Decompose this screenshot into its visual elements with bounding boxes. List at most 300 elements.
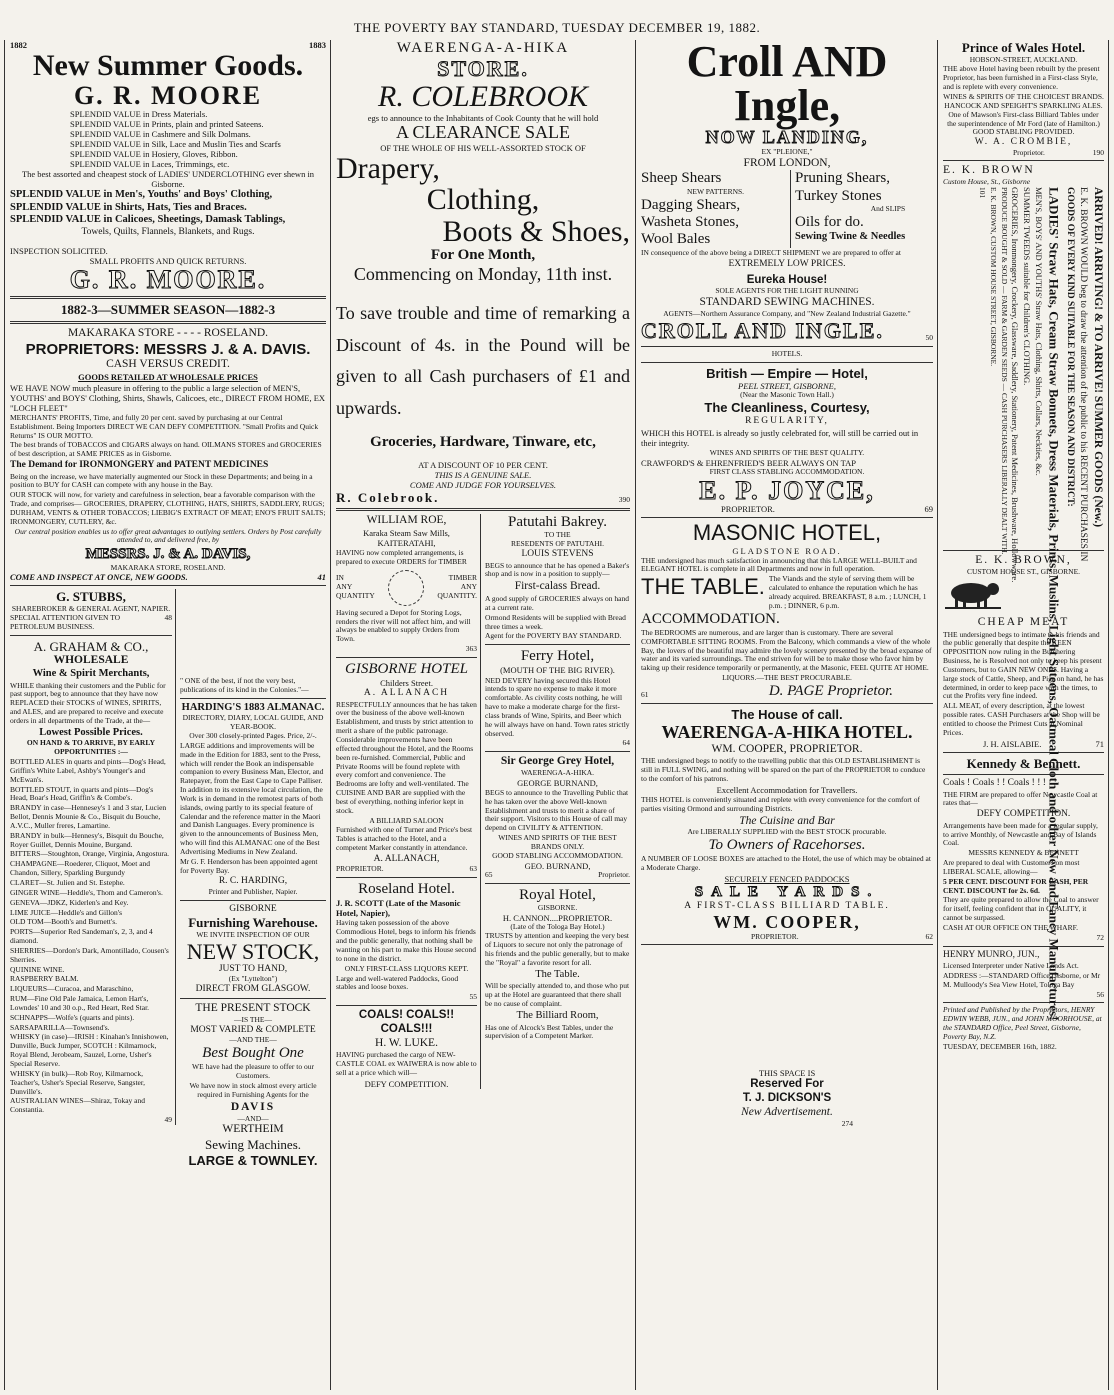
coals-line: Coals ! Coals ! ! Coals ! ! ! bbox=[943, 778, 1046, 789]
list-item: BOTTLED ALES in quarts and pints—Dog's Head, Griffin's White Label, Ashby's Younger's and McEwan's. bbox=[10, 757, 166, 784]
divider bbox=[336, 657, 477, 658]
burnand-name: GEORGE BURNAND, bbox=[517, 777, 598, 788]
ad-number: 101 bbox=[978, 187, 988, 199]
only-first-class: ONLY FIRST-CLASS LIQUORS KEPT. bbox=[344, 963, 469, 973]
stubbs-attention bbox=[10, 614, 172, 632]
childers-street: Childers Street. bbox=[380, 678, 433, 689]
had-pleasure: WE have had the pleasure to offer to our Customers. bbox=[192, 1062, 314, 1081]
column-rule bbox=[1108, 40, 1109, 1390]
new-stock: NEW STOCK, bbox=[186, 938, 320, 964]
divider bbox=[485, 751, 630, 752]
roseland-hotel: Roseland Hotel. bbox=[358, 881, 455, 898]
croll-item: Washeta Stones, bbox=[641, 213, 739, 230]
croll-item: NEW PATTERNS. bbox=[686, 186, 745, 196]
croll-items bbox=[641, 170, 933, 248]
liquors-best: LIQUORS.—THE BEST PROCURABLE. bbox=[722, 673, 852, 683]
brown-vertical-line: SUMMER TWEEDS suitable for Children's CLOTHING. bbox=[1021, 187, 1032, 386]
graham-wholesale: WHOLESALE bbox=[53, 654, 129, 667]
billiard-table: A FIRST-CLASS BILLIARD TABLE. bbox=[684, 901, 890, 912]
lowest-prices: Lowest Possible Prices. bbox=[39, 726, 143, 738]
croll-signature: CROLL AND INGLE. bbox=[641, 317, 884, 343]
brown-heading: E. K. BROWN bbox=[943, 164, 1035, 177]
burnand-signature: GEO. BURNAND, bbox=[524, 860, 591, 871]
gladstone-road: GLADSTONE ROAD. bbox=[732, 545, 842, 556]
near-masonic: (Near the Masonic Town Hall.) bbox=[740, 390, 834, 400]
divider bbox=[943, 1002, 1104, 1003]
groceries-line: Groceries, Hardware, Tinware, etc, bbox=[370, 434, 596, 451]
secure-paddocks: SECURELY FENCED PADDOCKS bbox=[724, 874, 850, 885]
column-3 bbox=[637, 37, 937, 1392]
billiard-body: Furnished with one of Turner and Price's best Tables is attached to the Hotel, and a competent Marker constantly in attendance. bbox=[336, 825, 473, 853]
divider bbox=[336, 508, 630, 511]
list-item: AUSTRALIAN WINES—Shiraz, Tokay and Constantia. bbox=[10, 1096, 146, 1115]
croll-item: Sheep Shears bbox=[641, 170, 722, 187]
value-line: SPLENDID VALUE in Silk, Lace and Muslin Ties and Scarfs bbox=[70, 138, 281, 149]
drapery-word: Drapery, bbox=[336, 151, 440, 185]
luke-name: H. W. LUKE. bbox=[375, 1036, 438, 1049]
mouth-river: (MOUTH OF THE BIG RIVER). bbox=[500, 665, 615, 676]
furnishing-warehouse: Furnishing Warehouse. bbox=[188, 915, 318, 931]
kennedy-bennett: Kennedy & Bennett. bbox=[966, 755, 1081, 771]
column-1-right-sub bbox=[176, 676, 330, 1392]
munro-body: Licensed Interpreter under Native Lands Act. bbox=[943, 961, 1079, 971]
ad-number: 49 bbox=[164, 1115, 172, 1125]
divider bbox=[10, 321, 326, 324]
roe-word: IN bbox=[336, 573, 344, 583]
ad-number: 55 bbox=[469, 992, 478, 1002]
davis-signature: MESSRS. J. & A. DAVIS, bbox=[85, 546, 251, 563]
liberally: Are LIBERALLY SUPPLIED with the BEST STOCK procurable. bbox=[687, 827, 887, 837]
divider bbox=[641, 346, 933, 347]
boots-word: Boots & Shoes, bbox=[442, 214, 630, 248]
loose-boxes: A NUMBER OF LOOSE BOXES are attached to the Hotel, the use of which may be obtained at a Moderate Charge. bbox=[641, 854, 931, 873]
patutahi-bakery: Patutahi Bakrey. bbox=[508, 514, 608, 531]
season-banner: 1882-3—SUMMER SEASON—1882-3 bbox=[60, 302, 276, 318]
wines-best: WINES AND SPIRITS OF THE BEST BRANDS ONLY. bbox=[498, 833, 617, 851]
save-trouble: To save trouble and time of remarking a Discount of 4s. in the Pound will be given to all Cash purchasers of £1 and upwards. bbox=[336, 303, 630, 418]
brown-vertical-line: E. K. BROWN, CUSTOM HOUSE STREET, GISBORNE. bbox=[988, 187, 998, 367]
list-item: SHERRIES—Dordon's Dark, Amontillado, Cousen's Sherries. bbox=[10, 945, 169, 964]
ad-corner-marks: 1882 1883 bbox=[10, 40, 326, 50]
luke-body: HAVING purchased the cargo of NEW-CASTLE COAL ex WAIWERA is now able to sell at a price which will— bbox=[336, 1050, 477, 1078]
joyce-signature: E. P. JOYCE, bbox=[699, 476, 875, 505]
page-signature: D. PAGE Proprietor. bbox=[768, 682, 893, 699]
ad-number: 41 bbox=[317, 572, 326, 583]
the-table-heading: THE TABLE. bbox=[641, 574, 765, 600]
stubbs-sub: SHAREBROKER & GENERAL AGENT, NAPIER. bbox=[11, 604, 171, 613]
billiard-saloon: A BILLIARD SALOON bbox=[369, 815, 444, 825]
to-the: TO THE bbox=[544, 530, 571, 540]
divider bbox=[336, 877, 477, 878]
brown-vertical-line: GROCERIES, Ironmongery, Crockery, Glassware, Saddlery, Stationery, Patent Medicines, Brushware, Hollowware. bbox=[1009, 187, 1020, 583]
sale-yards: SALE YARDS. bbox=[694, 884, 880, 901]
stubbs-name: G. STUBBS, bbox=[56, 589, 126, 605]
list-item: BRANDY in bulk—Hennesy's, Bisquit du Bouche, Royer Guillet, Dennis Mouine, Burgand. bbox=[10, 830, 164, 849]
which-hotel: WHICH this HOTEL is already so justly celebrated for, will still be carried out in their integrity. bbox=[641, 428, 919, 449]
low-prices: EXTREMELY LOW PRICES. bbox=[728, 259, 846, 270]
aislabie-row bbox=[943, 739, 1104, 749]
divider bbox=[180, 900, 326, 901]
defy-competition: DEFY COMPETITION. bbox=[976, 809, 1071, 820]
list-item: SARSAPARILLA—Townsend's. bbox=[10, 1022, 110, 1032]
imprint: Printed and Published by the Proprietors, HENRY EDWIN WEBB, JUN., and JOHN MOORHOUSE, at the STANDARD Office, Peel Street, Gisborne, Poverty Bay, N.Z. bbox=[943, 1005, 1102, 1041]
blank-space bbox=[641, 948, 933, 1068]
allanach-body: RESPECTFULLY announces that he has taken over the business of the above well-known Establishment, and trusts by strict attention to merit a share of the public patronage. Considerable improvements have been effected throughout the Hotel, and the Rooms been re-furnished. Commercial, Public and Private Rooms will be found replete with every comfort and convenience. The Bedrooms are lofty and well-ventilated. The CUISINE AND BAR are supplied with the best of everything, nothing inferior kept in stock. bbox=[336, 699, 477, 815]
divider bbox=[180, 698, 326, 699]
from-london: FROM LONDON, bbox=[743, 156, 831, 169]
croll-ingle-heading: Croll AND Ingle, bbox=[686, 37, 888, 130]
they-are: They are quite prepared to allow the Coal to answer for itself, feeling confident that in QUALITY, it cannot be surpassed. bbox=[943, 895, 1099, 923]
makaraka-store: MAKARAKA STORE - - - - ROSELAND. bbox=[67, 327, 269, 340]
moore-underclothing: The best assorted and cheapest stock of LADIES' UNDERCLOTHING ever shewn in Gisborne. bbox=[21, 168, 315, 189]
peel-street: PEEL STREET, GISBORNE, bbox=[738, 381, 836, 392]
cash-credit: CASH VERSUS CREDIT. bbox=[106, 358, 230, 371]
demand-heading: The Demand for IRONMONGERY and PATENT MEDICINES bbox=[10, 460, 269, 471]
value-line: SPLENDID VALUE in Men's, Youths' and Boys' Clothing, bbox=[10, 188, 273, 200]
davis-brand: DAVIS bbox=[230, 1100, 276, 1113]
arrangements: Arrangements have been made for a regular supply, to arrive Monthly, of Newcastle and Bay of Islands Coal. bbox=[943, 820, 1098, 848]
roe-sub: Karaka Steam Saw Mills, KAITERATAHI, bbox=[363, 528, 450, 549]
masthead: THE POVERTY BAY STANDARD, TUESDAY DECEMBER 19, 1882. bbox=[353, 20, 761, 35]
ad-number: 390 bbox=[618, 495, 630, 505]
harding-quote: " ONE of the best, if not the very best, publications of its kind in the Colonies."— bbox=[180, 676, 309, 694]
value-line: SPLENDID VALUE in Dress Materials. bbox=[70, 108, 208, 119]
burnand-body: BEGS to announce to the Travelling Public that he has taken over the above Well-known Establishment and trusts to merit a share of their support. Visitors to this House of call may depend on CIVILITY & ATTENTION. bbox=[485, 787, 629, 833]
allanach-prop-row bbox=[336, 865, 477, 874]
scott-body: Having taken possession of the above Commodious Hotel, begs to inform his friends and the public generally, that nothing shall be wanting on his part to make this House second to none in the district. bbox=[336, 918, 476, 963]
ad-number: 71 bbox=[1095, 738, 1104, 749]
roe-right bbox=[437, 574, 477, 601]
ex-lyttelton: (Ex "Lyttelton") bbox=[228, 974, 278, 984]
roe-depot: Having secured a Depot for Storing Logs, renders the river will not affect him, and will always be enabled to supply Orders from Town. bbox=[336, 607, 471, 644]
allanach-signature: A. ALLANACH, bbox=[373, 853, 440, 864]
moore-towels: Towels, Quilts, Flannels, Blankets, and Rugs. bbox=[81, 226, 255, 237]
first-stabling: FIRST CLASS STABLING ACCOMMODATION. bbox=[709, 467, 865, 477]
ad-number: 72 bbox=[1096, 932, 1104, 942]
list-item: BRANDY in case—Hennesey's 1 and 3 star, Lucien Bellot, Dennis Mounie & Co., Bisquit du Bouche, A.V.C., Muller freres, Lamartine. bbox=[10, 803, 167, 830]
croll-item: Pruning Shears, bbox=[795, 170, 890, 187]
luke-defy: DEFY COMPETITION. bbox=[364, 1078, 449, 1089]
list-item: GENEVA—JDKZ, Kiderlen's and Key. bbox=[10, 897, 129, 907]
the-table-body: The Viands and the style of serving them will be calculated to enhance the reputation which he has already acquired. BREAKFAST, 8 a.m. ; LUNCH, 1 p.m. ; DINNER, 6 p.m. bbox=[768, 574, 927, 610]
divider bbox=[180, 998, 326, 999]
wholesale-prices: GOODS RETAILED AT WHOLESALE PRICES bbox=[78, 371, 258, 382]
genuine-sale: THIS IS A GENUINE SALE. bbox=[434, 469, 532, 480]
invite-inspection: WE INVITE INSPECTION OF OUR bbox=[196, 929, 310, 939]
aislabie-name: J. H. AISLABIE. bbox=[983, 738, 1042, 749]
divider bbox=[10, 296, 326, 299]
roe-word: QUANTITY bbox=[336, 591, 375, 601]
cheap-meat: CHEAP MEAT bbox=[977, 615, 1070, 628]
cannon-proprietor: H. CANNON....PROPRIETOR. bbox=[502, 912, 613, 923]
value-line: SPLENDID VALUE in Cashmere and Silk Dolmans. bbox=[70, 128, 251, 139]
croll-right-items bbox=[791, 170, 905, 248]
regularity: REGULARITY, bbox=[745, 415, 829, 426]
ad-number: 61 bbox=[641, 690, 649, 700]
present-stock: THE PRESENT STOCK bbox=[195, 1002, 311, 1015]
residents: RESEDENTS OF PATUTAHI. bbox=[510, 539, 605, 549]
list-item: PORTS—Superior Red Sandeman's, 2, 3, and 4 diamond. bbox=[10, 927, 153, 946]
value-line: SPLENDID VALUE in Calicoes, Sheetings, Damask Tablings, bbox=[10, 214, 286, 226]
harding-subtitle: DIRECTORY, DIARY, LOCAL GUIDE, AND YEAR-BOOK. bbox=[182, 713, 324, 732]
firm-line: THE FIRM are prepared to offer Newcastle Coal at rates that— bbox=[943, 789, 1098, 808]
brown-vertical-line: PRODUCE BOUGHT & SOLD — FARM & GARDEN SEEDS — CASH PURCHASERS LIBERALLY DEALT WITH. bbox=[999, 187, 1009, 555]
discount-line: AT A DISCOUNT OF 10 PER CENT. bbox=[418, 459, 548, 470]
roe-word: QUANTITY. bbox=[437, 591, 477, 601]
crombie-name: W. A. CROMBIE, bbox=[974, 137, 1073, 148]
divider bbox=[943, 774, 1104, 775]
divider bbox=[943, 946, 1104, 947]
column-rule bbox=[330, 40, 331, 1390]
the-table-row bbox=[641, 575, 933, 610]
come-inspect-text: COME AND INSPECT AT ONCE, NEW GOODS. bbox=[10, 572, 188, 583]
divider bbox=[641, 362, 933, 363]
croll-item: Turkey Stones bbox=[795, 187, 882, 204]
croll-item: Wool Bales bbox=[641, 231, 711, 248]
munro-name: HENRY MUNRO, JUN., bbox=[943, 949, 1040, 960]
moore-big-list bbox=[10, 189, 326, 227]
owners-racehorses: To Owners of Racehorses. bbox=[708, 837, 866, 854]
brown-vertical-line: E. K. BROWN WOULD beg to draw the attention of the public to his RECENT PURCHASES IN bbox=[1078, 187, 1089, 562]
ad-number: 69 bbox=[924, 504, 933, 515]
colebrook-name: R. COLEBROOK bbox=[378, 80, 588, 114]
list-item: WHISKY (in case)—IRISH : Kinahan's Innishowen, Dunville, Buck Jumper, SCOTCH : Kilmarnock, Royal Blend, Jerobeam, Sauzel, Lorne, Usher's Special Reserve. bbox=[10, 1032, 169, 1069]
column-rule bbox=[4, 40, 5, 1390]
ad-number: 50 bbox=[925, 333, 933, 343]
croll-sig-row bbox=[641, 319, 933, 343]
roe-name: WILLIAM ROE, bbox=[366, 514, 447, 527]
and-word: —AND— bbox=[237, 1113, 269, 1123]
divider bbox=[641, 703, 933, 704]
masonic-hotel: MASONIC HOTEL, bbox=[692, 520, 882, 546]
cooper-proprietor: WM. COOPER, PROPRIETOR. bbox=[711, 742, 863, 755]
prepared-deal: Are prepared to deal with Customers on most LIBERAL SCALE, allowing— bbox=[943, 858, 1080, 876]
cooper-prop-row bbox=[641, 933, 933, 942]
cleanliness: The Cleanliness, Courtesy, bbox=[704, 400, 870, 416]
list-item: CLARET—St. Julien and St. Estephe. bbox=[10, 877, 125, 887]
list-item: RUM—Fine Old Pale Jamaica, Lemon Hart's, Lowndes' 10 and 30 o.p., Red Heart, Red Star. bbox=[10, 994, 150, 1012]
wines-choicest: WINES & SPIRITS OF THE CHOICEST BRANDS. bbox=[943, 91, 1104, 101]
five-per-cent: 5 PER CENT. DISCOUNT FOR CASH, PER CENT. DISCOUNT for 2s. 6d. bbox=[943, 876, 1089, 895]
harding-signature: R. C. HARDING, bbox=[218, 876, 288, 887]
graham-wine: Wine & Spirit Merchants, bbox=[32, 667, 150, 679]
col2-lower bbox=[336, 514, 630, 1089]
list-item: QUININE WINE. bbox=[10, 964, 65, 974]
divider bbox=[943, 752, 1104, 753]
ad-number: 63 bbox=[469, 864, 478, 874]
allanach-prop: PROPRIETOR. bbox=[336, 864, 384, 874]
hobson-street: HOBSON-STREET, AUCKLAND. bbox=[969, 54, 1078, 64]
brown-vertical-line: MEN'S, BOYS' AND YOUTHS' Straw Hats, Clothing, Shirts, Collars, Neckties, &c. bbox=[1033, 187, 1044, 476]
divider bbox=[641, 944, 933, 945]
judge-line: COME AND JUDGE FOR YOURSELVES. bbox=[409, 479, 557, 490]
burnand-prop: Proprietor. bbox=[598, 869, 630, 879]
grocery-supply: A good supply of GROCERIES always on hand at a current rate. bbox=[485, 594, 629, 612]
billiard-room-body: Has one of Alcock's Best Tables, under the supervision of a Competent Marker. bbox=[485, 1022, 614, 1041]
davis-sub: MAKARAKA STORE, ROSELAND. bbox=[110, 562, 226, 572]
commencing: Commencing on Monday, 11th inst. bbox=[353, 263, 613, 284]
excellent-accommodation: Excellent Accommodation for Travellers. bbox=[716, 784, 858, 795]
is-the: —IS THE— bbox=[234, 1015, 272, 1025]
list-item: SCHNAPPS—Wolfe's (quarts and pints). bbox=[10, 1012, 135, 1022]
col2-lower-right bbox=[485, 514, 630, 1089]
value-line: SPLENDID VALUE in Hosiery, Gloves, Ribbon. bbox=[70, 148, 238, 159]
divider bbox=[485, 883, 630, 884]
page-sig-row bbox=[641, 683, 933, 700]
allanach-name: A. ALLANACH bbox=[363, 688, 450, 699]
cuisine-bar: The Cuisine and Bar bbox=[739, 814, 835, 827]
wine-item-list bbox=[10, 758, 172, 1115]
ad-number: 363 bbox=[465, 644, 478, 654]
accommodation-row bbox=[641, 611, 933, 628]
graham-name: A. GRAHAM & CO., bbox=[33, 638, 149, 654]
and-the: —AND THE— bbox=[229, 1035, 277, 1045]
ad-number: 65 bbox=[485, 869, 493, 879]
roe-saw-block bbox=[336, 568, 477, 608]
jr-scott: J. R. SCOTT (Late of the Masonic Hotel, Napier), bbox=[336, 898, 461, 919]
value-line: SPLENDID VALUE in Laces, Trimmings, etc. bbox=[70, 158, 230, 169]
colebrook-announce: egs to announce to the Inhabitants of Cook County that he will hold bbox=[367, 112, 599, 123]
joyce-prop: PROPRIETOR. bbox=[721, 504, 775, 515]
col2-lower-left bbox=[336, 514, 481, 1089]
store-heading: STORE. bbox=[437, 56, 529, 82]
divider bbox=[336, 1005, 477, 1006]
brown-sub: Custom House, St., Gisborne bbox=[943, 177, 1031, 187]
roe-word: ANY bbox=[336, 582, 353, 592]
column-4 bbox=[939, 40, 1108, 1392]
sole-agents: SOLE AGENTS FOR THE LIGHT RUNNING bbox=[715, 286, 859, 296]
roe-body: HAVING now completed arrangements, is prepared to execute ORDERS for TIMBER bbox=[336, 548, 467, 566]
our-stock: OUR STOCK will now, for variety and carefulness in selection, bear a favorable comparison with the Trade, and comprises— GROCERIES, DRAPERY, CLOTHING, HATS, SHIRTS, SADDLERY, RUGS; DURHAM, VENTS & OTHER TOBACCOS; LIEBIG'S EXTRACT OF MEAT; ENO'S FRUIT SALTS; IRONMONGERY, CUTLERY, &c. bbox=[10, 490, 326, 526]
colebrook-signature: R. Colebrook. bbox=[336, 489, 440, 505]
sewing-machines: Sewing Machines. bbox=[204, 1137, 302, 1153]
value-line: SPLENDID VALUE in Prints, plain and printed Sateens. bbox=[70, 118, 264, 129]
munro-address: ADDRESS :—STANDARD Office Gisborne, or Mr M. Mulloody's Sea View Hotel, Tologa Bay bbox=[943, 970, 1101, 989]
list-item: CHAMPAGNE—Roederer, Cliquot, Moet and Chandon, Sillery, Sparkling Burgundy bbox=[10, 859, 151, 878]
ad-number: 48 bbox=[164, 612, 172, 622]
crombie-prop: Proprietor. bbox=[1013, 147, 1045, 157]
just-to-hand: JUST TO HAND, bbox=[218, 963, 288, 974]
hc-body: TRUSTS by attention and keeping the very best of Liquors to secure not only the patronage of his friends and the public generally, but to make the "Royal" a favorite resort for all. bbox=[485, 931, 630, 967]
harding-pages: Over 300 closely-printed Pages. Price, 2/-. bbox=[189, 730, 317, 740]
gisborne-hotel: GISBORNE HOTEL bbox=[345, 660, 468, 677]
col1-lower-left bbox=[10, 589, 176, 1125]
ad-number: 190 bbox=[1092, 147, 1104, 157]
tologa-line: (Late of the Tologa Bay Hotel.) bbox=[510, 921, 605, 931]
prince-of-wales: Prince of Wales Hotel. bbox=[961, 40, 1086, 55]
on-hand: ON HAND & TO ARRIVE, BY EARLY OPPORTUNITIES :— bbox=[26, 738, 156, 757]
value-line: SPLENDID VALUE in Shirts, Hats, Ties and Braces. bbox=[10, 201, 247, 213]
direct-glasgow: DIRECT FROM GLASGOW. bbox=[195, 983, 311, 994]
now-landing: NOW LANDING, bbox=[705, 127, 869, 147]
ad-number: 56 bbox=[1096, 989, 1104, 999]
brown2-name: E. K. BROWN, bbox=[975, 554, 1072, 567]
croll-item: Dagging Shears, bbox=[641, 196, 741, 213]
column-2 bbox=[332, 40, 634, 1392]
harding-agent: Mr G. F. Henderson has been appointed agent for Poverty Bay. bbox=[180, 856, 318, 875]
ormond-residents: Ormond Residents will be supplied with Bread three times a week. bbox=[485, 612, 626, 631]
list-item: RASPBERRY BALM. bbox=[10, 974, 79, 984]
harding-title: HARDING'S 1883 ALMANAC. bbox=[181, 701, 325, 713]
ad-number: 64 bbox=[622, 738, 630, 748]
list-item: BITTERS—Stoughton, Orange, Virginia, Angostura. bbox=[10, 849, 170, 859]
sewing-stock: We have now in stock almost every article required in Furnishing Agents for the bbox=[189, 1081, 317, 1099]
harding-publisher: Printer and Publisher, Napier. bbox=[208, 886, 298, 896]
imprint-date: TUESDAY, DECEMBER 16th, 1882. bbox=[943, 1041, 1057, 1051]
accommodation-heading: ACCOMMODATION. bbox=[641, 610, 780, 627]
davis-proprietors: PROPRIETORS: MESSRS J. & A. DAVIS. bbox=[25, 340, 311, 358]
most-varied: MOST VARIED & COMPLETE bbox=[190, 1024, 316, 1035]
column-rule bbox=[635, 40, 636, 1390]
first-bread: First-calass Bread. bbox=[514, 580, 601, 593]
divider bbox=[10, 635, 172, 636]
ad-number: 274 bbox=[841, 1118, 853, 1128]
house-of-call: The House of call. bbox=[731, 707, 843, 723]
davis-body: WE HAVE NOW much pleasure in offering to the public a large selection of MEN'S, YOUTHS' and BOYS' Clothing, Shirts, Shawls, Calicoes, etc., DIRECT FROM HOME, EX "LOCH FLEET" bbox=[10, 382, 326, 413]
ad-number: 62 bbox=[925, 931, 933, 941]
royal-hotel: Royal Hotel, bbox=[519, 886, 596, 903]
divider bbox=[641, 517, 933, 518]
ferry-hotel: Ferry Hotel, bbox=[520, 648, 595, 665]
waerenga-hotel: WAERENGA-A-HIKA HOTEL. bbox=[661, 721, 913, 742]
wines-quality: WINES AND SPIRITS OF THE BEST QUALITY. bbox=[709, 448, 865, 458]
masonic-body: THE undersigned has much satisfaction in announcing that this LARGE WELL-BUILT and ELEGANT HOTEL is complete in all Departments and now in full operation. bbox=[641, 555, 917, 574]
roe-word: ANY bbox=[460, 582, 477, 592]
prince-body: THE above Hotel having been rebuilt by the present Proprietor, has been furnished in a First-class Style, and is replete with every convenience. bbox=[943, 64, 1100, 92]
new-advertisement: New Advertisement. bbox=[741, 1106, 833, 1119]
wertheim: WERTHEIM bbox=[222, 1123, 284, 1136]
moore-name: G. R. MOORE bbox=[73, 80, 263, 110]
coals-heading: COALS! COALS!! COALS!!! bbox=[358, 1009, 455, 1035]
cooper-prop: PROPRIETOR. bbox=[751, 931, 799, 941]
messrs-kennedy: MESSRS KENNEDY & BENNETT bbox=[968, 848, 1079, 858]
cow-icon bbox=[943, 577, 1003, 611]
croll-left-items bbox=[641, 170, 791, 248]
cooper-signature: WM. COOPER, bbox=[713, 911, 861, 932]
one-month: For One Month, bbox=[430, 247, 536, 264]
whole-stock: OF THE WHOLE OF HIS WELL-ASSORTED STOCK OF bbox=[380, 142, 586, 153]
brown-vertical-line: LADIES' Straw Hats, Cream Straw Bonnets, Dress Materials, Prints, Muslins, Light Sateens, Oatmeal Cloth and other New and Fancy Manufactures! bbox=[1046, 187, 1062, 1021]
graham-body: WHILE thanking their customers and the Public for past support, beg to announce that they have now REPLACED their STOCKS of WINES, SPIRITS, and ALES, and are prepared to receive and execute orders in all departments of the Trade, at the— bbox=[10, 680, 166, 725]
british-empire: British — Empire — Hotel, bbox=[706, 365, 868, 381]
moore-inspect: INSPECTION SOLICITED. bbox=[10, 246, 108, 257]
waerenga-heading: WAERENGA-A-HIKA bbox=[396, 40, 570, 56]
furnishing-gisborne: GISBORNE bbox=[229, 903, 277, 914]
paddocks: Large and well-watered Paddocks, Good stables and loose boxes. bbox=[336, 973, 459, 992]
stubbs-attention-text: SPECIAL ATTENTION GIVEN TO PETROLEUM BUSINESS. bbox=[10, 612, 121, 631]
this-space: THIS SPACE IS bbox=[758, 1068, 816, 1079]
moore-small-profits: SMALL PROFITS AND QUICK RETURNS. bbox=[89, 256, 247, 267]
waerenga-sub: WAERENGA-A-HIKA. bbox=[520, 768, 595, 778]
divider bbox=[943, 160, 1104, 161]
brown-vertical-line: GOODS OF EVERY KIND SUITABLE FOR THE SEASON AND DISTRICT: bbox=[1064, 187, 1075, 507]
croll-item: And SLIPS bbox=[870, 203, 906, 213]
cash-office: CASH AT OUR OFFICE ON THE WHARF. bbox=[943, 922, 1079, 932]
good-stabling: GOOD STABLING ACCOMMODATION. bbox=[492, 850, 623, 860]
central-position: Our central position enables us to offer great advantages to outlying settlers. Orders by Post carefully attended to, and delivered free, by bbox=[14, 526, 322, 545]
demand-body: Being on the increase, we have materially augmented our Stock in these Departments; and being in a position to BUY for CASH can compete with any house in the Bay. bbox=[10, 471, 313, 490]
column-rule bbox=[937, 40, 938, 1390]
agents-line: AGENTS—Northern Assurance Company, and "New Zealand Industrial Gazette." bbox=[663, 308, 911, 318]
meat-body: THE undersigned begs to intimate to his friends and the public generally that despite the KEEN OPPOSITION now ruling in the Butchering Business, he is Resolved not only to keep his present Customers, but to GAIN NEW ONES. Having a large stock of Cattle, Sheep, and Pigs on hand, he has determined, in order to keep pace with the times, to cut the Profits very fine indeed. bbox=[943, 629, 1104, 701]
come-inspect bbox=[10, 572, 326, 582]
crawford-beer: CRAWFORD'S & EHRENFRIED'S BEER ALWAYS ON TAP bbox=[641, 458, 857, 469]
the-table: The Table. bbox=[535, 968, 580, 980]
agent-line: Agent for the POVERTY BAY STANDARD. bbox=[485, 631, 622, 641]
clothing-word: Clothing, bbox=[426, 183, 540, 217]
list-item: LIQUEURS—Curacoa, and Maraschino, bbox=[10, 984, 134, 994]
moore-value-list bbox=[10, 109, 326, 169]
